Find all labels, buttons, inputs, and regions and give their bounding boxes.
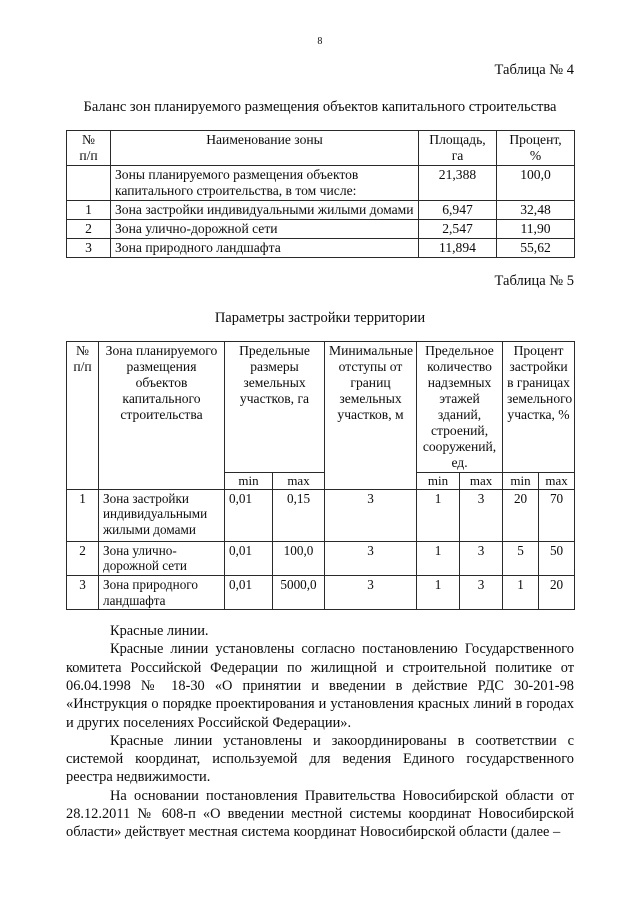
table1-r0-pct: 100,0 [497,166,575,201]
table2-r2-otstup: 3 [325,575,417,609]
table1-col-num-line1: № [82,132,95,147]
table1-r1-name: Зона застройки индивидуальными жилыми домами [111,201,419,220]
paragraph-1: Красные линии установлены согласно постановлению Государственного комитета Российской Федерации по жилищной и строительной политике от 06.04.1998 № 18-30 «О принятии и введении в действие РДС 30-201-98 «Инструкция о порядке проектирования и установления красных линий в городах и других поселениях Российской Федерации». [66,641,574,731]
table2-size-min-label: min [225,473,273,489]
table1-head [67,131,575,166]
table2-title: Параметры застройки территории [214,310,426,327]
paragraph-2: Красные линии установлены и закоординированы в соответствии с системой координат, используемой для ведения Единого государственного реестра недвижимости. [66,732,574,786]
table2-body [67,489,575,609]
table1-title: Баланс зон планируемого размещения объектов капитального строительства [83,99,557,115]
body-text-block [66,610,574,841]
table2-r0-floors-max: 3 [460,489,503,541]
table2-r1-num: 2 [67,541,99,575]
page-content [66,47,574,841]
table2-floors-max-label: max [460,473,503,489]
table1-r2-num: 2 [67,220,111,239]
table2-r0-size-min: 0,01 [225,489,273,541]
table1-r0-num [67,166,111,201]
table1-caption: Таблица № 4 [494,62,574,78]
table1-header-row [67,131,575,166]
table1-r3-name: Зона природного ландшафта [111,239,419,258]
table1-col-area [419,131,497,166]
table2-r0-num: 1 [67,489,99,541]
table-row [67,220,575,239]
table1-r0-name [111,166,419,201]
page-number: 8 [317,36,323,47]
building-parameters-table [66,341,575,610]
table2-r0-floors-min: 1 [417,489,460,541]
table-row [67,541,575,575]
paragraph-3: На основании постановления Правительства Новосибирской области от 28.12.2011 № 608-п «О введении местной системы координат Новосибирской области» действует местная система координат Новосибирской области (далее – [66,787,574,841]
table2-col-percent: Процент застройки в границах земельного участка, % [503,342,575,473]
table2-caption: Таблица № 5 [494,273,574,290]
table2-header-row [67,342,575,473]
table2-r0-pct-max: 70 [539,489,575,541]
table1-body [67,166,575,258]
table2-r1-pct-min: 5 [503,541,539,575]
table2-r1-otstup: 3 [325,541,417,575]
table1-r0-name-line1: Зоны планируемого размещения объектов [115,167,359,183]
table1-col-area-line2: га [451,148,464,164]
table2-r1-floors-min: 1 [417,541,460,575]
table1-r1-pct: 32,48 [497,201,575,220]
table2-floors-min-label: min [417,473,460,489]
table2-col-floors: Предельное количество надземных этажей зданий, строений, сооружений, ед. [417,342,503,473]
table2-col-otstupy: Минимальные отступы от границ земельных участков, м [325,342,417,490]
table2-col-size: Предельные размеры земельных участков, га [225,342,325,473]
table2-col-num-line1: № [76,343,89,359]
table-row [67,575,575,609]
table2-r2-floors-min: 1 [417,575,460,609]
table2-r1-floors-max: 3 [460,541,503,575]
table2-col-zone: Зона планируемого размещения объектов капитального строительства [99,342,225,490]
table-row [67,201,575,220]
table2-pct-min-label: min [503,473,539,489]
table1-r1-num: 1 [67,201,111,220]
table1-r1-area: 6,947 [419,201,497,220]
table1-col-pct [497,131,575,166]
table2-col-num-line2: п/п [73,359,92,375]
table2-r0-pct-min: 20 [503,489,539,541]
table2-r2-size-max: 5000,0 [273,575,325,609]
table2-r2-pct-min: 1 [503,575,539,609]
table2-r1-zone: Зона улично-дорожной сети [99,541,225,575]
table1-r3-area: 11,894 [419,239,497,258]
table1-r3-num: 3 [67,239,111,258]
table1-r2-name: Зона улично-дорожной сети [111,220,419,239]
table2-r1-pct-max: 50 [539,541,575,575]
table1-r0-name-line2: капитального строительства, в том числе: [115,183,357,199]
table-row [67,489,575,541]
table2-r0-otstup: 3 [325,489,417,541]
table2-r1-size-max: 100,0 [273,541,325,575]
table2-r0-size-max: 0,15 [273,489,325,541]
table1-col-pct-line1: Процент, [509,132,562,147]
table1-col-num-line2: п/п [79,148,98,164]
table2-pct-max-label: max [539,473,575,489]
table2-r2-pct-max: 20 [539,575,575,609]
red-lines-heading: Красные линии. [110,623,209,640]
table1-col-pct-line2: % [529,148,542,164]
table-row [67,239,575,258]
table1-col-num [67,131,111,166]
table-row [67,166,575,201]
table2-head [67,342,575,490]
table1-col-area-line1: Площадь, [429,132,486,147]
table2-r2-zone: Зона природного ландшафта [99,575,225,609]
table2-r2-floors-max: 3 [460,575,503,609]
table1-r0-area: 21,388 [419,166,497,201]
table1-r3-pct: 55,62 [497,239,575,258]
balance-of-zones-table [66,130,575,258]
table2-r2-size-min: 0,01 [225,575,273,609]
table1-r2-pct: 11,90 [497,220,575,239]
table2-size-max-label: max [273,473,325,489]
table2-r2-num: 3 [67,575,99,609]
table1-r2-area: 2,547 [419,220,497,239]
table1-col-name: Наименование зоны [111,131,419,166]
table2-col-num [67,342,99,490]
table2-r1-size-min: 0,01 [225,541,273,575]
table2-r0-zone: Зона застройки индивидуальными жилыми домами [99,489,225,541]
